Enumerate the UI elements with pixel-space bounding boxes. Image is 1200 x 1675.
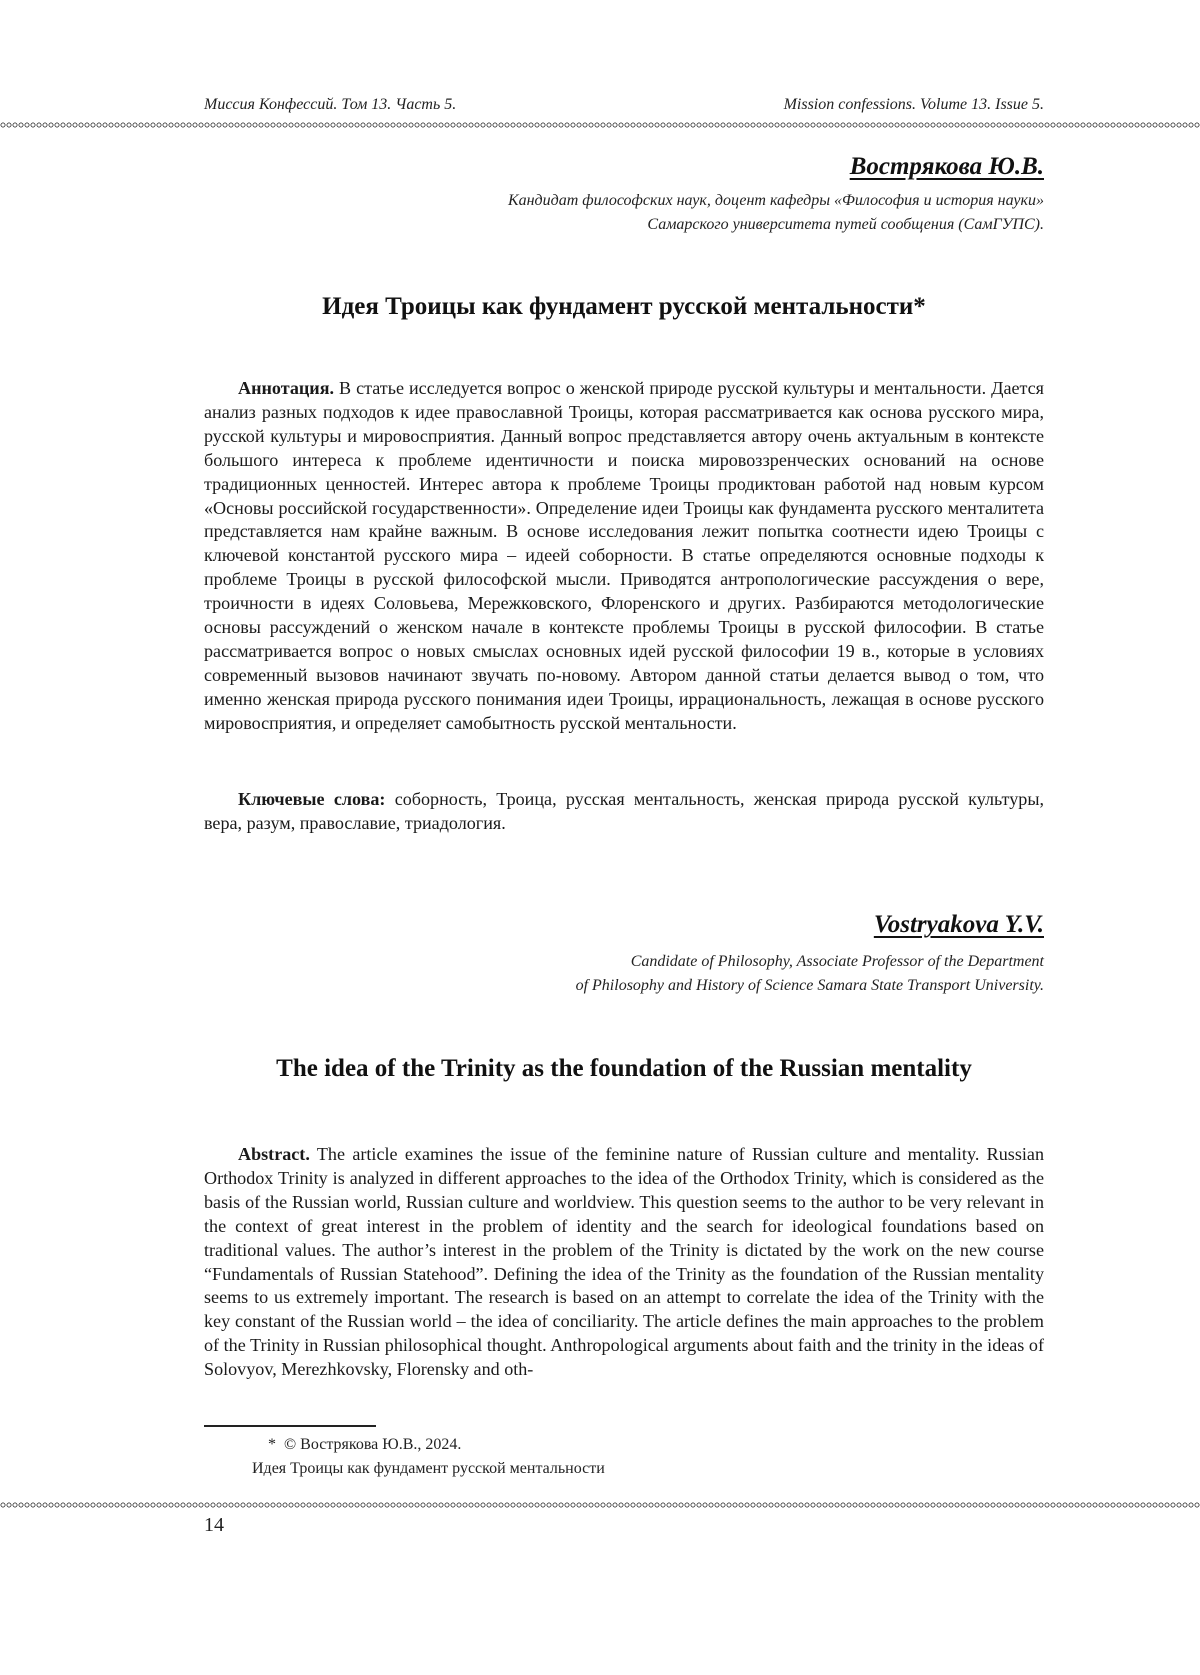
running-head-journal-ru: Миссия Конфессий. Том 13. Часть 5.	[204, 96, 456, 114]
affiliation-line: Кандидат философских наук, доцент кафедры «Философия и история науки»	[508, 189, 1044, 213]
affiliation-line: Candidate of Philosophy, Associate Professor of the Department	[576, 950, 1044, 974]
author-affiliation-en	[576, 950, 1044, 998]
affiliation-line: of Philosophy and History of Science Samara State Transport University.	[576, 974, 1044, 998]
journal-page	[0, 0, 1200, 1675]
footnote-line-1	[204, 1433, 1044, 1457]
footnote-mark: *	[204, 1433, 268, 1457]
abstract-ru	[204, 377, 1044, 736]
header-ornament-divider	[0, 121, 1200, 129]
affiliation-line: Самарского университета путей сообщения (СамГУПС).	[508, 213, 1044, 237]
keywords-label-ru: Ключевые слова:	[238, 789, 385, 809]
footnote-copyright: © Вострякова Ю.В., 2024.	[268, 1436, 461, 1453]
footnote-article-title: Идея Троицы как фундамент русской ментальности	[204, 1457, 1044, 1481]
article-title-ru: Идея Троицы как фундамент русской ментальности*	[204, 293, 1044, 321]
author-name-en: Vostryakova Y.V.	[874, 911, 1044, 939]
author-name-ru: Вострякова Ю.В.	[850, 153, 1044, 181]
abstract-label-en: Abstract.	[238, 1144, 310, 1164]
footer-ornament-divider	[0, 1501, 1200, 1509]
running-head	[204, 96, 1044, 120]
running-head-journal-en: Mission confessions. Volume 13. Issue 5.	[784, 96, 1044, 114]
keywords-text-ru: соборность, Троица, русская ментальность, женская природа русской культуры, вера, разум, православие, триадология.	[204, 789, 1044, 833]
page-number: 14	[204, 1514, 224, 1537]
abstract-text-en: The article examines the issue of the feminine nature of Russian culture and mentality. Russian Orthodox Trinity is analyzed in different approaches to the idea of the Orthodox Trinity, which is considered as the basis of the Russian world, Russian culture and worldview. This question seems to the author to be very relevant in the context of great interest in the problem of identity and the search for ideological foundations based on traditional values. The author’s interest in the problem of the Trinity is dictated by the work on the new course “Fundamentals of Russian Statehood”. Defining the idea of the Trinity as the foundation of the Russian mentality seems to us extremely important. The research is based on an attempt to correlate the idea of the Trinity with the key constant of the Russian world – the idea of conciliarity. The article defines the main approaches to the problem of the Trinity in Russian philosophical thought. Anthropological arguments about faith and the trinity in the ideas of Solovyov, Merezhkovsky, Florensky and oth-	[204, 1144, 1044, 1379]
footnote	[204, 1433, 1044, 1481]
footnote-rule	[204, 1425, 376, 1427]
article-title-en: The idea of the Trinity as the foundation of the Russian mentality	[204, 1055, 1044, 1083]
keywords-ru	[204, 788, 1044, 836]
author-affiliation-ru	[508, 189, 1044, 237]
abstract-label-ru: Аннотация.	[238, 378, 334, 398]
abstract-text-ru: В статье исследуется вопрос о женской природе русской культуры и ментальности. Дается анализ разных подходов к идее православной Троицы, которая рассматривается как основа русского мира, русской культуры и мировосприятия. Данный вопрос представляется автору очень актуальным в контексте большого интереса к проблеме идентичности и поиска мировоззренческих оснований на основе традиционных ценностей. Интерес автора к проблеме Троицы продиктован работой над новым курсом «Основы российской государственности». Определение идеи Троицы как фундамента русского менталитета представляется нам крайне важным. В основе исследования лежит попытка соотнести идею Троицы с ключевой константой русского мира – идеей соборности. В статье определяются основные подходы к проблеме Троицы в русской философской мысли. Приводятся антропологические рассуждения о вере, троичности в идеях Соловьева, Мережковского, Флоренского и других. Разбираются методологические основы рассуждений о женском начале в контексте проблемы Троицы в русской философии. В статье рассматривается вопрос о новых смыслах основных идей русской философии 19 в., которые в условиях современный вызовов начинают звучать по-новому. Автором данной статьи делается вывод о том, что именно женская природа русского понимания идеи Троицы, иррациональность, лежащая в основе русского мировосприятия, и определяет самобытность русской ментальности.	[204, 378, 1044, 733]
abstract-en	[204, 1143, 1044, 1382]
